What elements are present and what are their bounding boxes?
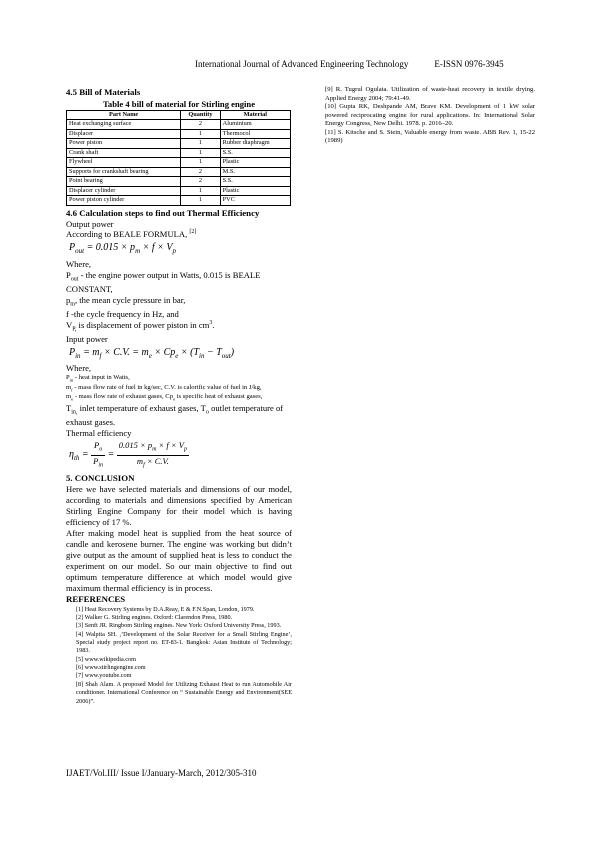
table-row: [67, 167, 291, 177]
reference-item: [1] Heat Recovery Systems by D.A.Reay, E & F.N.Span, London, 1979.: [76, 605, 255, 613]
table-cell: 1: [181, 129, 220, 139]
bill-of-materials-table: [66, 110, 291, 206]
table-cell: Displacer: [67, 129, 181, 139]
table-cell: Power piston: [67, 139, 181, 149]
reference-item: [6] www.stirlingengine.com: [76, 664, 146, 672]
table-cell: Point bearing: [67, 177, 181, 187]
table-cell: 1: [181, 158, 220, 168]
page-footer: IJAET/Vol.III/ Issue I/January-March, 2012/305-310: [66, 768, 257, 778]
section-heading-references: REFERENCES: [66, 593, 126, 604]
pout-definition: $P_{out}$ - the engine power output in Watts, 0.015 is BEALE CONSTANT,: [66, 269, 261, 294]
table-row: [67, 158, 291, 168]
table-cell: 1: [181, 196, 220, 206]
table-row: [67, 186, 291, 196]
reference-item: [8] Shah Alam. A proposed Model for Utilizing Exhaust Heat to run Automobile Air conditioner. International Conference on “ Sustainable Energy and Environment(SEE 2006)”.: [76, 680, 292, 705]
tin-definition: $T_{in,}$ inlet temperature of exhaust gases, $T_o$ outlet temperature of exhaust gases.: [66, 402, 284, 427]
input-power-equation: $P_{in} = m_f \times C.V$. = $m_e \times Cp_e \times (T_{in} - T_{out})$: [69, 346, 235, 360]
table-cell: Flywheel: [67, 158, 181, 168]
left-column: [66, 87, 292, 706]
right-column-references: [325, 86, 535, 146]
column-header: Material: [220, 110, 290, 120]
table-cell: Rubber diaphragm: [220, 139, 290, 149]
table-cell: Crank shaft: [67, 148, 181, 158]
f-definition: f -the cycle frequency in Hz, and: [66, 308, 179, 319]
column-header: Quantity: [181, 110, 220, 120]
reference-item: [2] Walker G. Stirling engines. Oxford: Clarendon Press, 1980.: [76, 613, 233, 621]
table-caption: Table 4 bill of material for Stirling engine: [102, 98, 256, 109]
table-row: [67, 148, 291, 158]
vp-definition: $V_{P,}$ is displacement of power piston in $cm^3$.: [66, 319, 215, 333]
section-heading-calculation: 4.6 Calculation steps to find out Thermal Efficiency: [66, 207, 260, 218]
where-label: Where,: [66, 363, 92, 374]
conclusion-paragraph: After making model heat is supplied from the heat source of candle and kerosene burner. The engine was working but didn’t give output as the amount of supplied heat is less to conduct the experiment on our model. So our main objective to find out optimum temperature difference at which model would give maximum thermal efficiency is in process.: [66, 527, 292, 593]
table-cell: Plastic: [220, 186, 290, 196]
input-power-label: Input power: [66, 333, 108, 344]
pm-definition: $p_m$, the mean cycle pressure in bar,: [66, 294, 186, 308]
citation: [2]: [189, 229, 197, 236]
input-definitions: [66, 374, 292, 403]
conclusion-paragraph: Here we have selected materials and dimensions of our model, according to materials and dimensions specified by American Stirling Engine Company for their model which is having efficiency of 17 %.: [66, 483, 292, 527]
journal-name: International Journal of Advanced Engineering Technology: [195, 59, 409, 69]
beale-formula-line: [66, 229, 292, 240]
thermal-efficiency-label: Thermal efficiency: [66, 427, 132, 438]
table-cell: 2: [181, 120, 220, 130]
beale-formula-text: According to BEALE FORMULA,: [66, 229, 188, 240]
column-header: Part Name: [67, 110, 181, 120]
table-row: [67, 177, 291, 187]
thermal-efficiency-equation: $\eta_{th}$ = $\frac{P_o}{P_{in}}$ = $\frac{0.015 \times p_m \times f \times V_p}{m_f \times C.V.}$: [69, 440, 187, 469]
table-cell: M.S.: [220, 167, 290, 177]
where-label: Where,: [66, 258, 92, 269]
table-cell: PVC: [220, 196, 290, 206]
table-cell: Supports for crankshaft bearing: [67, 167, 181, 177]
mf-definition: $m_f$ - mass flow rate of fuel in kg/sec, C.V. is calorific value of fuel in J/kg,: [66, 383, 262, 392]
table-cell: S.S.: [220, 177, 290, 187]
issn: E-ISSN 0976-3945: [434, 59, 504, 69]
reference-item: [3] Senft JR. Ringbom Stirling engines. New York: Oxford University Press, 1993.: [76, 622, 282, 630]
beale-formula-equation: $P_{out} = 0.015 \times p_m \times f \times V_p$: [69, 242, 177, 256]
output-power-label: Output power: [66, 218, 114, 229]
reference-item: [7] www.youtube.com: [76, 672, 132, 680]
table-cell: Power piston cylinder: [67, 196, 181, 206]
section-heading-bill-of-materials: 4.5 Bill of Materials: [66, 87, 141, 97]
section-heading-conclusion: 5. CONCLUSION: [66, 472, 135, 483]
table-cell: Displacer cylinder: [67, 186, 181, 196]
table-row: [67, 139, 291, 149]
table-cell: 1: [181, 139, 220, 149]
table-cell: 1: [181, 186, 220, 196]
table-row: [67, 120, 291, 130]
table-cell: Thermocol: [220, 129, 290, 139]
table-row: [67, 196, 291, 206]
reference-list: [76, 606, 292, 706]
reference-item: [9] R. Tugrul Ogulata. Utilization of waste-heat recovery in textile drying. Applied Energy 2004; 79:41-49.: [325, 86, 535, 102]
table-header-row: [67, 110, 291, 120]
table-row: [67, 129, 291, 139]
table-cell: 2: [181, 177, 220, 187]
table-cell: Plastic: [220, 158, 290, 168]
table-cell: 2: [181, 167, 220, 177]
table-cell: Aluminium: [220, 120, 290, 130]
table-cell: 1: [181, 148, 220, 158]
reference-item: [5] www.wikipedia.com: [76, 655, 136, 663]
pin-definition: $P_{in}$ - heat input in Watts,: [66, 374, 130, 383]
reference-item: [4] Walpita SH. ,’Development of the Solar Receiver for a Small Stirling Engine’, Special study project report no. ET-83-1. Bangkok: Asian Institute of Technology; 1983.: [76, 630, 292, 655]
running-header: [195, 59, 504, 69]
table-cell: Heat exchanging surface: [67, 120, 181, 130]
table-cell: S.S.: [220, 148, 290, 158]
reference-item: [11] S. Kitsche and S. Stein, Valuable energy from waste. ABB Rev. 1, 15-22 (1989): [325, 128, 535, 145]
me-definition: $m_e$ - mass flow rate of exhaust gases, $Cp_e$ is specific heat of exhaust gases,: [66, 393, 263, 402]
reference-item: [10] Gupta RK, Deshpande AM, Brave KM. Development of 1 kW solar powered reciprocating engine for rural applications. In: International Solar Energy Congress, New Delhi. 1978. p. 2016–20.: [325, 103, 535, 128]
